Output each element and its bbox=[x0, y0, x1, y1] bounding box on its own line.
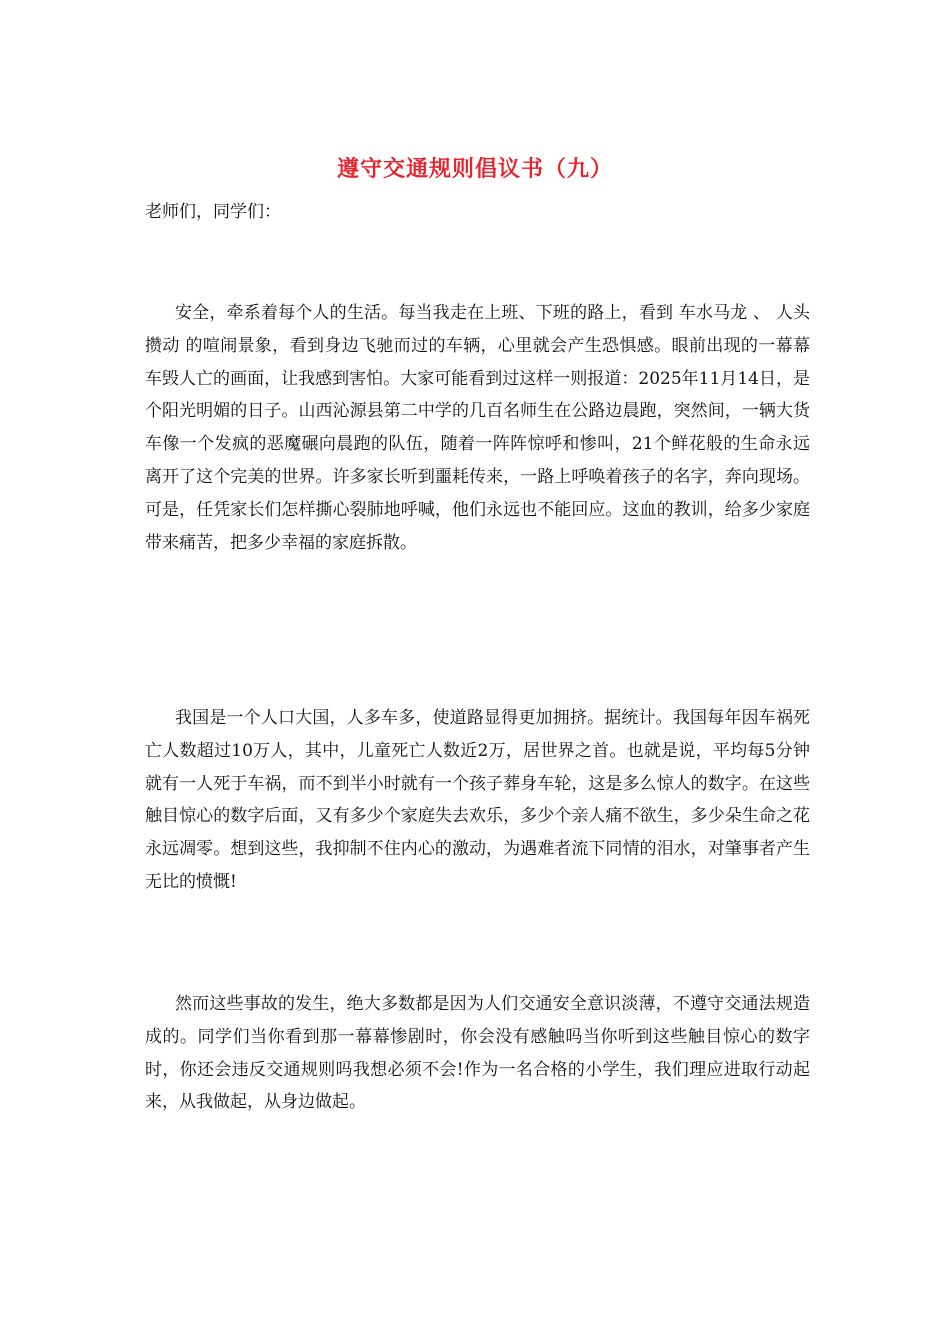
paragraph-3: 然而这些事故的发生，绝大多数都是因为人们交通安全意识淡薄，不遵守交通法规造成的。同学们当你看到那一幕幕惨剧时，你会没有感触吗当你听到这些触目惊心的数字时，你还会违反交通规则吗我想必须不会!作为一名合格的小学生，我们理应进取行动起来，从我做起，从身边做起。 bbox=[145, 994, 810, 1113]
salutation: 老师们，同学们： bbox=[145, 202, 281, 222]
paragraph-2: 我国是一个人口大国，人多车多，使道路显得更加拥挤。据统计。我国每年因车祸死亡人数超过10万人，其中，儿童死亡人数近2万，居世界之首。也就是说，平均每5分钟就有一人死于车祸，而不到半小时就有一个孩子葬身车轮，这是多么惊人的数字。在这些触目惊心的数字后面，又有多少个家庭失去欢乐，多少个亲人痛不欲生，多少朵生命之花永远凋零。想到这些，我抑制不住内心的激动，为遇难者流下同情的泪水，对肇事者产生无比的愤慨! bbox=[145, 708, 810, 892]
paragraph-1: 安全，牵系着每个人的生活。每当我走在上班、下班的路上，看到 车水马龙 、 人头攒动 的喧闹景象，看到身边飞驰而过的车辆，心里就会产生恐惧感。眼前出现的一幕幕车毁人亡的画面，让我感到害怕。大家可能看到过这样一则报道：2025年11月14日，是个阳光明媚的日子。山西沁源县第二中学的几百名师生在公路边晨跑，突然间，一辆大货车像一个发疯的恶魔碾向晨跑的队伍，随着一阵阵惊呼和惨叫，21个鲜花般的生命永远离开了这个完美的世界。许多家长听到噩耗传来，一路上呼唤着孩子的名字，奔向现场。可是，任凭家长们怎样撕心裂肺地呼喊，他们永远也不能回应。这血的教训，给多少家庭带来痛苦，把多少幸福的家庭拆散。 bbox=[145, 303, 810, 553]
document-title: 遵守交通规则倡议书（九） bbox=[336, 156, 613, 182]
